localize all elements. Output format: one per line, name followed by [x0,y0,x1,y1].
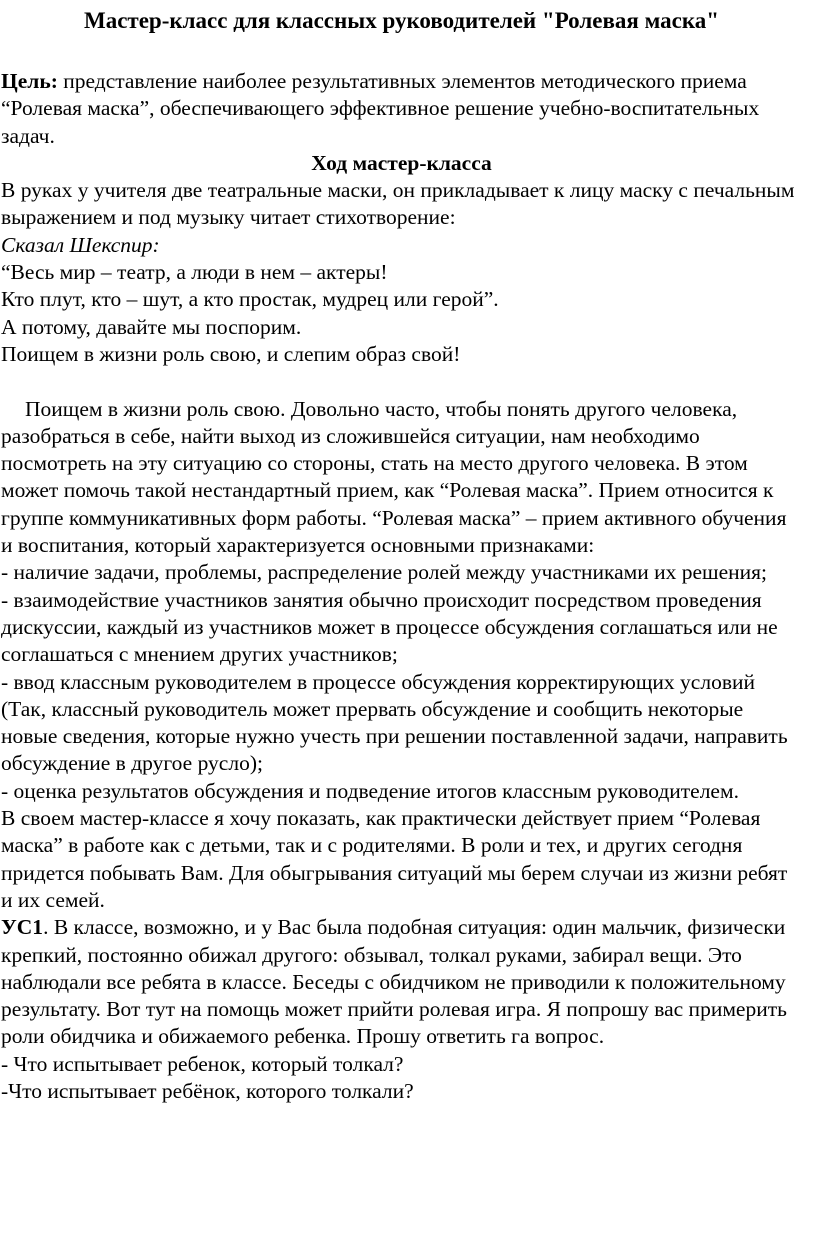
main-paragraph: Поищем в жизни роль свою. Довольно часто, чтобы понять другого человека, разобраться в себе, найти выход из сложившейся ситуации, нам необходимо посмотреть на эту ситуацию со стороны, стать на место другого человека. В этом может помочь такой нестандартный прием, как “Ролевая маска”. Прием относится к группе коммуникативных форм работы. “Ролевая маска” – прием активного обучения и воспитания, который характеризуется основными признаками: [1,396,787,558]
feature-item: - взаимодействие участников занятия обычно происходит посредством проведения дискуссии, каждый из участников может в процессе обсуждения соглашаться или не соглашаться с мнением других участников; [1,587,778,667]
blank-line [1,368,802,395]
case1-label: УС1 [1,915,44,940]
feature-item: - наличие задачи, проблемы, распределение ролей между участниками их решения; [1,560,768,585]
section-heading: Ход мастер-класса [311,150,492,175]
feature-item: - ввод классным руководителем в процессе обсуждения корректирующих условий (Так, классный руководитель может прервать обсуждение и сообщить некоторые новые сведения, которые нужно учесть при решении поставленной задачи, направить обсуждение в другое русло); [1,669,788,776]
poem-author: Сказал Шекспир: [1,232,160,257]
document-title: Мастер-класс для классных руководителей "Ролевая маска" [84,8,719,33]
question-item: - Что испытывает ребенок, который толкал? [1,1051,404,1076]
case1-text: . В классе, возможно, и у Вас была подобная ситуация: один мальчик, физически крепкий, постоянно обижал другого: обзывал, толкал руками, забирал вещи. Это наблюдали все ребята в классе. Беседы с обидчиком не приводили к положительному результату. Вот тут на помощь может прийти ролевая игра. Я попрошу вас примерить роли обидчика и обижаемого ребенка. Прошу ответить га вопрос. [1,915,787,1049]
poem-line: “Весь мир – театр, а люди в нем – актеры! [1,260,388,285]
goal-paragraph [1,68,802,150]
poem-line: Поищем в жизни роль свою, и слепим образ свой! [1,341,461,366]
goal-label: Цель: [1,69,58,93]
feature-item: - оценка результатов обсуждения и подведение итогов классным руководителем. [1,778,739,803]
demo-paragraph: В своем мастер-классе я хочу показать, как практически действует прием “Ролевая маска” в работе как с детьми, так и с родителями. В роли и тех, и других сегодня придется побывать Вам. Для обыгрывания ситуаций мы берем случаи из жизни ребят и их семей. [1,806,788,912]
goal-text: представление наиболее результативных элементов методического приема “Ролевая маска”, обеспечивающего эффективное решение учебно-воспитательных задач. [1,69,760,148]
question-item: -Что испытывает ребёнок, которого толкали? [1,1078,414,1103]
poem-line: А потому, давайте мы поспорим. [1,314,302,339]
intro-paragraph: В руках у учителя две театральные маски, он прикладывает к лицу маску с печальным выражением и под музыку читает стихотворение: [1,178,795,230]
poem-line: Кто плут, кто – шут, а кто простак, мудрец или герой”. [1,287,499,312]
case1-paragraph [1,914,802,1050]
